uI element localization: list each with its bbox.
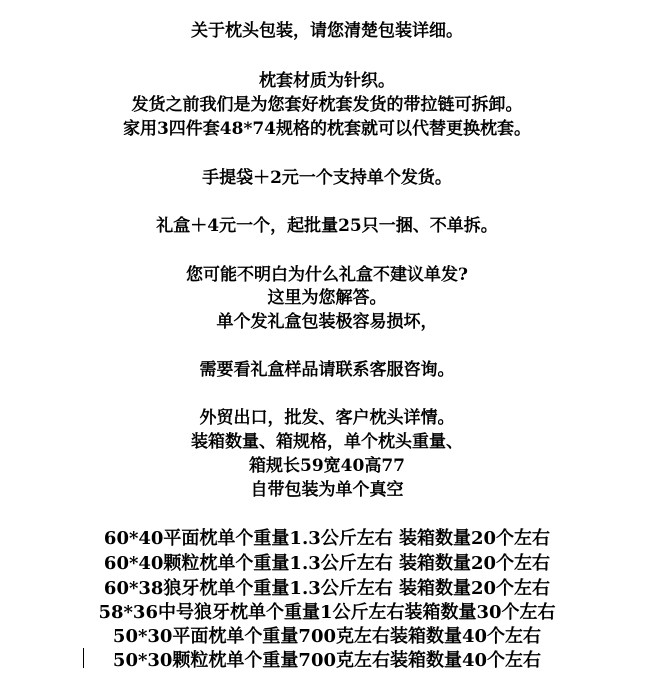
text-line-box-specs: 装箱数量、箱规格，单个枕头重量、 — [191, 432, 463, 452]
spec-line-granule-50x30: 50*30颗粒枕单个重量700克左右装箱数量40个左右 — [112, 650, 542, 671]
text-line-material: 枕套材质为针织。 — [259, 71, 395, 91]
text-line-question: 您可能不明白为什么礼盒不建议单发? — [186, 265, 468, 285]
spec-line-granule-60x40: 60*40颗粒枕单个重量1.3公斤左右 装箱数量20个左右 — [103, 553, 551, 574]
text-line-box-dimensions: 箱规长59宽40高77 — [249, 456, 405, 476]
text-line-contact-service: 需要看礼盒样品请联系客服咨询。 — [199, 360, 455, 380]
text-line-gift-box: 礼盒＋4元一个，起批量25只一捆、不单拆。 — [156, 216, 498, 236]
spec-line-flat-60x40: 60*40平面枕单个重量1.3公斤左右 装箱数量20个左右 — [103, 528, 551, 549]
text-line-zipper: 发货之前我们是为您套好枕套发货的带拉链可拆卸。 — [131, 95, 523, 115]
text-line-replacement: 家用3四件套48*74规格的枕套就可以代替更换枕套。 — [122, 119, 532, 139]
text-line-vacuum-pack: 自带包装为单个真空 — [250, 480, 404, 500]
spec-line-flat-50x30: 50*30平面枕单个重量700克左右装箱数量40个左右 — [112, 626, 542, 647]
text-line-packaging-intro: 关于枕头包装，请您清楚包装详细。 — [191, 21, 463, 41]
text-line-export-wholesale: 外贸出口，批发、客户枕头详情。 — [199, 408, 455, 428]
text-line-handbag: 手提袋＋2元一个支持单个发货。 — [202, 168, 452, 188]
spec-line-wolf-tooth-58x36: 58*36中号狼牙枕单个重量1公斤左右装箱数量30个左右 — [98, 602, 556, 623]
text-cursor — [83, 648, 84, 668]
spec-line-wolf-tooth-60x38: 60*38狼牙枕单个重量1.3公斤左右 装箱数量20个左右 — [103, 578, 551, 599]
text-line-damage-warning: 单个发礼盒包装极容易损坏， — [216, 312, 438, 332]
text-line-answer-intro: 这里为您解答。 — [267, 288, 387, 308]
